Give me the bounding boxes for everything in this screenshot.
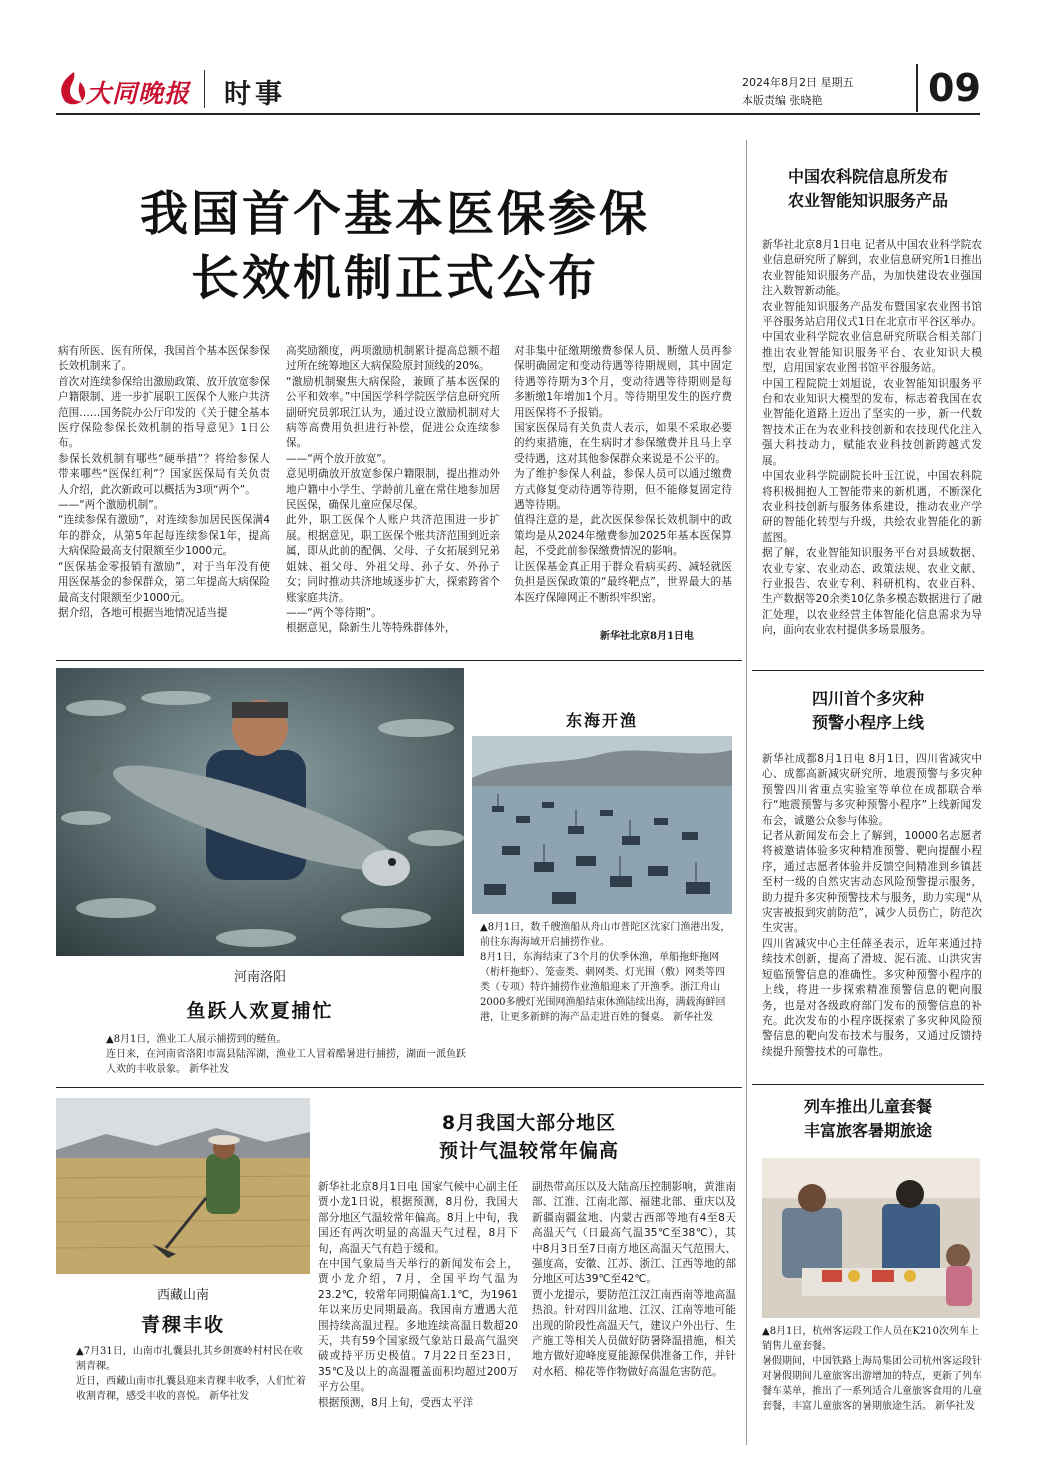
fish-photo-caption: ▲8月1日，渔业工人展示捕捞到的鲢鱼。 连日来，在河南省洛阳市嵩县陆浑湖，渔业工人冒着酷暑进行捕捞，湖面一派鱼跃人欢的丰收景象。 新华社发	[106, 1034, 466, 1075]
sidebar3-caption: ▲8月1日，杭州客运段工作人员在K210次列车上销售儿童套餐。 暑假期间，中国铁路上海局集团公司杭州客运段针对暑假期间儿童旅客出游增加的特点，更新了列车餐车菜单，推出了一系列适合儿童旅客食用的儿童套餐，丰富儿童旅客的暑期旅途生活。 新华社发	[762, 1326, 982, 1412]
sidebar2-body: 新华社成都8月1日电 8月1日，四川省减灾中心、成都高新减灾研究所、地震预警与多灾种预警四川省重点实验室等单位在成都联合举行“地震预警与多灾种预警小程序”上线新闻发布会，诚邀公众参与体验。 记者从新闻发布会上了解到，10000名志愿者将被邀请体验多灾种精准预警、靶向提醒小程序，通过志愿者体验并反馈空间精准到乡镇甚至村一级的自然灾害动态风险预警提示服务，助力提升多灾种预警技术与服务，助力实现“从灾害被报到灾前防范”，减少人员伤亡，防范次生灾害。 四川省减灾中心主任薛圣表示，近年来通过持续技术创新，提高了滑坡、泥石流、山洪灾害短临预警信息的准确性。多灾种预警小程序的上线，将进一步探索精准预警信息的靶向服务，也是对各级政府部门发布的预警信息的补充。此次发布的小程序既探索了多灾种风险预警信息的靶向发布技术与服务，又通过反馈持续提升预警技术的可靠性。	[762, 753, 982, 1058]
fishing-fleet-image	[472, 736, 732, 914]
sidebar3-headline-line1: 列车推出儿童套餐	[803, 1097, 932, 1116]
page-editor: 本版责编 张晓艳	[742, 94, 823, 107]
sidebar1-body: 新华社北京8月1日电 记者从中国农业科学院农业信息研究所了解到，农业信息研究所1日推出农业智能知识服务产品，为加快建设农业强国注入数智新动能。 农业智能知识服务产品发布暨国家农业图书馆平谷服务站启用仪式1日在北京市平谷区举办。中国农业科学院农业信息研究所联合相关部门推出农业智能知识服务平台、农业知识大模型，启用国家农业图书馆平谷服务站。 中国工程院院士刘旭说，农业智能知识服务平台和农业知识大模型的发布，标志着我国在农业智能化道路上迈出了坚实的一步，新一代数智技术正在为农业科技创新和农技现代化注入强大科技动力，赋能农业科技创新跨越式发展。 中国农业科学院副院长叶玉江说，中国农科院将积极拥抱人工智能带来的新机遇，不断深化农业科技创新与服务体系建设，推动农业产学研的智能化转型与升级，共绘农业智能化的新蓝图。 据了解，农业智能知识服务平台对县域数据、农业专家、农业动态、政策法规、农业文献、行业报告、农业专利、科研机构、农业百科、生产数据等20余类10亿条多模态数据进行了融汇处理，以农业经营主体智能化信息需求为导向，面向农业农村提供多场景服务。	[762, 239, 982, 637]
sidebar2-headline-line2: 预警小程序上线	[811, 713, 924, 732]
donghai-caption: ▲8月1日，数千艘渔船从舟山市普陀区沈家门渔港出发，前往东海海域开启捕捞作业。 8月1日，东海结束了3个月的伏季休渔，单船拖虾拖网（桁杆拖虾）、笼壶类、刺网类、灯光围（敷）网类等四类（专项）特许捕捞作业渔船迎来了开渔季。浙江舟山2000多艘灯光围网渔船结束休渔陆续出海，满载海鲜回港，让更多新鲜的海产品走进百姓的餐桌。 新华社发	[480, 922, 731, 1023]
lead-headline-line1: 我国首个基本医保参保	[139, 186, 650, 242]
donghai-title: 东海开渔	[565, 711, 638, 730]
photo-barley-harvest[interactable]	[56, 1098, 310, 1274]
photo-fishing-fleet[interactable]	[472, 736, 732, 914]
barley-photo-location: 西藏山南	[156, 1288, 209, 1303]
page-number: 09	[928, 66, 981, 110]
lead-byline: 新华社北京8月1日电	[600, 631, 694, 642]
page-number-divider	[916, 64, 918, 112]
photo-train-kids-meal[interactable]	[762, 1158, 980, 1318]
weather-headline-line2: 预计气温较常年偏高	[438, 1140, 619, 1162]
sidebar2-headline-line1: 四川首个多灾种	[811, 689, 924, 708]
logo-text: 大同晚报	[86, 79, 191, 108]
logo-flame-icon	[56, 70, 90, 106]
sidebar3-headline-line2: 丰富旅客暑期旅途	[803, 1121, 932, 1140]
photos-bottom-rule	[56, 1087, 742, 1088]
fish-photo-location: 河南洛阳	[233, 970, 286, 985]
barley-photo-title: 青稞丰收	[140, 1314, 225, 1336]
lead-body-col2: 高奖励额度，两项激励机制累计提高总额不超过所在统筹地区大病保险原封顶线的20%。 “激励机制聚焦大病保险，兼顾了基本医保的公平和效率。”中国医学科学院医学信息研究所副研究员郭珉江认为，通过设立激励机制对大病等高费用负担进行补偿，促进公众连续参保。 ——“两个放开放宽”。 意见明确放开放宽参保户籍限制，提出推动外地户籍中小学生、学龄前儿童在常住地参加居民医保，确保儿童应保尽保。 此外，职工医保个人账户共济范围进一步扩展。根据意见，职工医保个账共济范围到近亲属，即从此前的配偶、父母、子女拓展到兄弟姐妹、祖父母、外祖父母、孙子女、外孙子女；同时推动共济地域逐步扩大，探索跨省个账家庭共济。 ——“两个等待期”。 根据意见，除新生儿等特殊群体外，	[286, 345, 500, 635]
photo-fish-harvest[interactable]	[56, 668, 464, 956]
masthead-divider	[204, 70, 205, 108]
sidebar1-headline-line1: 中国农科院信息所发布	[787, 167, 948, 186]
masthead-rule	[56, 113, 980, 115]
issue-date: 2024年8月2日 星期五	[742, 76, 854, 89]
train-kids-meal-image	[762, 1158, 980, 1318]
lead-body-col1: 病有所医、医有所保，我国首个基本医保参保长效机制来了。 首次对连续参保给出激励政策、放开放宽参保户籍限制、进一步扩展职工医保个人账户共济范围……国务院办公厅印发的《关于健全基本医疗保险参保长效机制的指导意见》1日公布。 参保长效机制有哪些“硬举措”？将给参保人带来哪些“医保红利”？国家医保局有关负责人介绍，此次新政可以概括为3项“两个”。 ——“两个激励机制”。 “连续参保有激励”，对连续参加居民医保满4年的群众，从第5年起每连续参保1年，提高大病保险最高支付限额至少1000元。 “医保基金零报销有激励”，对于当年没有使用医保基金的参保群众，第二年提高大病保险最高支付限额至少1000元。 据介绍，各地可根据当地情况适当提	[58, 345, 270, 619]
newspaper-logo[interactable]	[56, 68, 196, 108]
fish-photo-title: 鱼跃人欢夏捕忙	[186, 1000, 334, 1022]
lead-bottom-rule	[56, 660, 742, 661]
weather-body-col1: 新华社北京8月1日电 国家气候中心副主任贾小龙1日说，根据预测，8月份，我国大部分地区气温较常年偏高。8月上中旬，我国还有两次明显的高温天气过程，8月下旬，高温天气有趋于缓和。 在中国气象局当天举行的新闻发布会上，贾小龙介绍，7月，全国平均气温为23.2℃，较常年同期偏高1.1℃，为1961年以来历史同期最高。我国南方遭遇大范围持续高温过程。多地连续高温日数超20天，共有59个国家级气象站日最高气温突破或持平历史极值。7月22日至23日，35℃及以上的高温覆盖面积均超过200万平方公里。 根据预测，8月上旬，受西太平洋	[318, 1181, 518, 1409]
masthead	[56, 64, 980, 114]
weather-headline-line1: 8月我国大部分地区	[441, 1112, 617, 1134]
sidebar-divider	[746, 140, 747, 1445]
weather-body-col2: 副热带高压以及大陆高压控制影响，黄淮南部、江淮、江南北部、福建北部、重庆以及新疆南疆盆地、内蒙古西部等地有4至8天高温天气（日最高气温35℃至38℃），其中8月3日至7日南方地区高温天气范围大、强度高，安徽、江苏、浙江、江西等地的部分地区可达39℃至42℃。 贾小龙提示，要防范江汉江南西南等地高温热浪。针对四川盆地、江汉、江南等地可能出现的阶段性高温天气，建议户外出行、生产施工等相关人员做好防暑降温措施，相关地方做好迎峰度夏能源保供准备工作，并针对水稻、棉花等作物做好高温危害防范。	[532, 1181, 736, 1378]
lead-headline-line2: 长效机制正式公布	[190, 250, 599, 306]
fish-harvest-image	[56, 668, 464, 956]
sidebar2-bottom-rule	[752, 1084, 984, 1085]
barley-harvest-image	[56, 1098, 310, 1274]
sidebar1-headline-line2: 农业智能知识服务产品	[787, 191, 948, 210]
section-title: 时事	[224, 79, 286, 110]
barley-photo-caption: ▲7月31日，山南市扎囊县扎其乡朗赛岭村村民在收割青稞。 近日，西藏山南市扎囊县迎来青稞丰收季，人们忙着收割青稞，感受丰收的喜悦。 新华社发	[76, 1346, 306, 1402]
sidebar1-bottom-rule	[752, 670, 984, 671]
lead-body-col3: 对非集中征缴期缴费参保人员、断缴人员再参保明确固定和变动待遇等待期规则，其中固定待遇等待期为3个月，变动待遇等待期则是每多断缴1年增加1个月。等待期里发生的医疗费用医保将不予报销。 国家医保局有关负责人表示，如果不采取必要的约束措施，在生病时才参保缴费并且马上享受待遇，这对其他参保群众来说是不公平的。 为了维护参保人利益，参保人员可以通过缴费方式修复变动待遇等待期，但不能修复固定待遇等待期。 值得注意的是，此次医保参保长效机制中的政策均是从2024年缴费参加2025年基本医保算起，不受此前参保缴费情况的影响。 让医保基金真正用于群众看病买药、减轻就医负担是医保政策的“最终靶点”，世界最大的基本医疗保障网正不断织牢织密。	[514, 345, 732, 604]
